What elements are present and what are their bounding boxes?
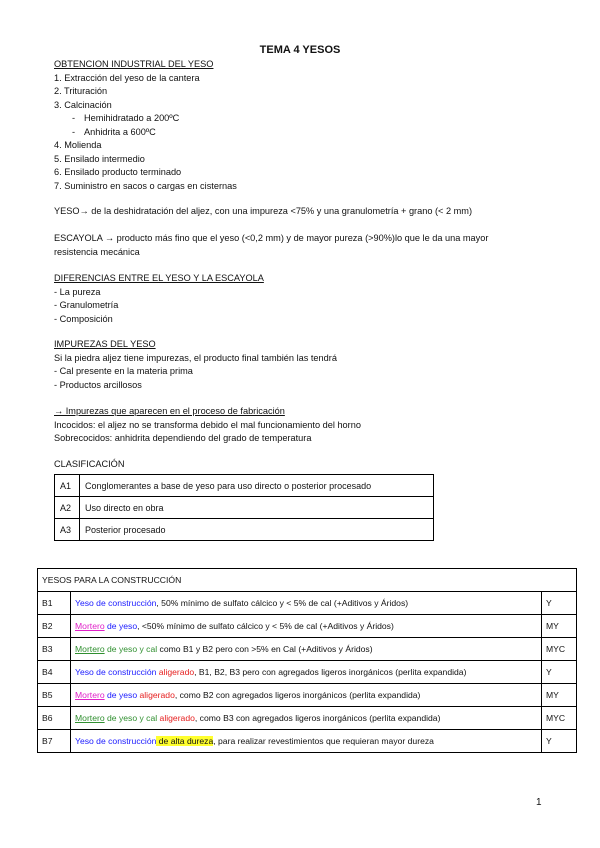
- desc-segment: aligerado: [157, 713, 195, 723]
- row-tag: MY: [542, 615, 577, 638]
- desc-segment: de yeso y cal: [104, 713, 158, 723]
- row-code: B3: [38, 638, 71, 661]
- desc-segment: de alta dureza: [156, 736, 214, 746]
- impurezas-section: [54, 338, 554, 392]
- row-desc: [71, 638, 542, 661]
- desc-segment: , como B2 con agregados ligeros inorgánicos (perlita expandida): [174, 690, 421, 700]
- table-row: [38, 638, 577, 661]
- desc-segment: Yeso de construcción: [75, 598, 157, 608]
- page-title: TEMA 4 YESOS: [259, 44, 341, 56]
- row-desc: Conglomerantes a base de yeso para uso directo o posterior procesado: [80, 475, 434, 497]
- desc-segment: de yeso y cal: [104, 644, 158, 654]
- yeso-definition-text: YESO→ de la deshidratación del aljez, con una impureza <75% y una granulometría + grano (< 2 mm): [54, 206, 473, 216]
- desc-segment: Mortero: [75, 713, 105, 723]
- desc-segment: , B1, B2, B3 pero con agregados ligeros inorgánicos (perlita expandida): [194, 667, 467, 677]
- text-line: Incocidos: el aljez no se transforma debido el mal funcionamiento del horno: [54, 419, 361, 430]
- row-code: B4: [38, 661, 71, 684]
- table-row: [55, 475, 434, 497]
- obtencion-section: [54, 58, 554, 193]
- table-row: [38, 730, 577, 753]
- desc-segment: como B1 y B2 pero con >5% en Cal (+Aditivos y Áridos): [157, 644, 373, 654]
- table-row: [38, 592, 577, 615]
- table-header-row: [38, 569, 577, 592]
- table-row: [38, 684, 577, 707]
- clasificacion-table: [54, 474, 434, 541]
- desc-segment: , para realizar revestimientos que requieran mayor dureza: [213, 736, 434, 746]
- sub-item-text: Hemihidratado a 200ºC: [84, 113, 180, 123]
- text-line: Si la piedra aljez tiene impurezas, el producto final también las tendrá: [54, 352, 337, 363]
- row-code: B2: [38, 615, 71, 638]
- list-item: - Cal presente en la materia prima: [54, 366, 193, 376]
- text-line: Sobrecocidos: anhidrita dependiendo del grado de temperatura: [54, 433, 312, 443]
- list-item: 7. Suministro en sacos o cargas en cisternas: [54, 180, 237, 191]
- row-desc: [71, 730, 542, 753]
- desc-segment: Mortero: [75, 621, 105, 631]
- row-desc: Posterior procesado: [80, 519, 434, 541]
- list-item: 3. Calcinación: [54, 99, 112, 110]
- list-item: - Granulometría: [54, 300, 119, 310]
- row-desc: [71, 707, 542, 730]
- construccion-heading: YESOS PARA LA CONSTRUCCIÓN: [38, 569, 577, 592]
- list-item: - Productos arcillosos: [54, 379, 142, 390]
- row-tag: Y: [542, 661, 577, 684]
- desc-segment: Yeso de construcción: [75, 736, 157, 746]
- yeso-definition: [54, 205, 554, 219]
- row-desc: [71, 661, 542, 684]
- table-row: [38, 615, 577, 638]
- desc-segment: , 50% mínimo de sulfato cálcico y < 5% de cal (+Aditivos y Áridos): [156, 598, 409, 608]
- list-item: 1. Extracción del yeso de la cantera: [54, 72, 200, 83]
- diferencias-section: [54, 272, 554, 326]
- dash-marker: -: [72, 113, 76, 123]
- desc-segment: Mortero: [75, 690, 105, 700]
- row-desc: [71, 684, 542, 707]
- row-tag: Y: [542, 592, 577, 615]
- diferencias-heading: DIFERENCIAS ENTRE EL YESO Y LA ESCAYOLA: [54, 273, 264, 283]
- row-desc: Uso directo en obra: [80, 497, 434, 519]
- row-code: A1: [55, 475, 80, 497]
- sub-item-text: Anhidrita a 600ºC: [84, 126, 156, 137]
- obtencion-heading: OBTENCION INDUSTRIAL DEL YESO: [54, 59, 214, 69]
- list-item: 6. Ensilado producto terminado: [54, 167, 182, 177]
- row-code: B5: [38, 684, 71, 707]
- escayola-definition: [54, 232, 554, 259]
- clasificacion-heading: CLASIFICACIÓN: [54, 459, 125, 469]
- clasificacion-heading-wrap: [54, 458, 554, 472]
- row-code: B6: [38, 707, 71, 730]
- list-item: 2. Trituración: [54, 86, 108, 96]
- table-row: [55, 497, 434, 519]
- list-item: - Composición: [54, 313, 113, 324]
- desc-segment: Mortero: [75, 644, 105, 654]
- row-code: A2: [55, 497, 80, 519]
- row-tag: MYC: [542, 707, 577, 730]
- desc-segment: aligerado: [156, 667, 195, 677]
- row-code: A3: [55, 519, 80, 541]
- list-item: 5. Ensilado intermedio: [54, 153, 145, 164]
- desc-segment: , como B3 con agregados ligeros inorgánicos (perlita expandida): [194, 713, 441, 723]
- row-desc: [71, 592, 542, 615]
- row-code: B7: [38, 730, 71, 753]
- row-desc: [71, 615, 542, 638]
- list-item: 4. Molienda: [54, 140, 102, 150]
- table-row: [38, 661, 577, 684]
- fabricacion-heading: → Impurezas que aparecen en el proceso de fabricación: [54, 406, 285, 416]
- row-tag: MYC: [542, 638, 577, 661]
- list-item: - La pureza: [54, 286, 101, 297]
- desc-segment: de yeso: [104, 690, 138, 700]
- impurezas-heading: IMPUREZAS DEL YESO: [54, 339, 156, 349]
- table-row: [55, 519, 434, 541]
- row-tag: MY: [542, 684, 577, 707]
- desc-segment: de yeso: [104, 621, 138, 631]
- desc-segment: , <50% mínimo de sulfato cálcico y < 5% de cal (+Aditivos y Áridos): [137, 621, 394, 631]
- escayola-line: ESCAYOLA → producto más fino que el yeso (<0,2 mm) y de mayor pureza (>90%)lo que le da una mayor: [54, 233, 489, 243]
- dash-marker: -: [72, 126, 76, 137]
- sub-list-item: [54, 126, 554, 140]
- page-number: 1: [536, 797, 542, 808]
- sub-list-item: [54, 112, 554, 126]
- escayola-line: resistencia mecánica: [54, 246, 140, 257]
- fabricacion-impurezas: [54, 405, 554, 446]
- table-row: [38, 707, 577, 730]
- row-tag: Y: [542, 730, 577, 753]
- desc-segment: aligerado: [137, 690, 175, 700]
- construccion-table: [37, 568, 577, 753]
- desc-segment: Yeso de construcción: [75, 667, 157, 677]
- row-code: B1: [38, 592, 71, 615]
